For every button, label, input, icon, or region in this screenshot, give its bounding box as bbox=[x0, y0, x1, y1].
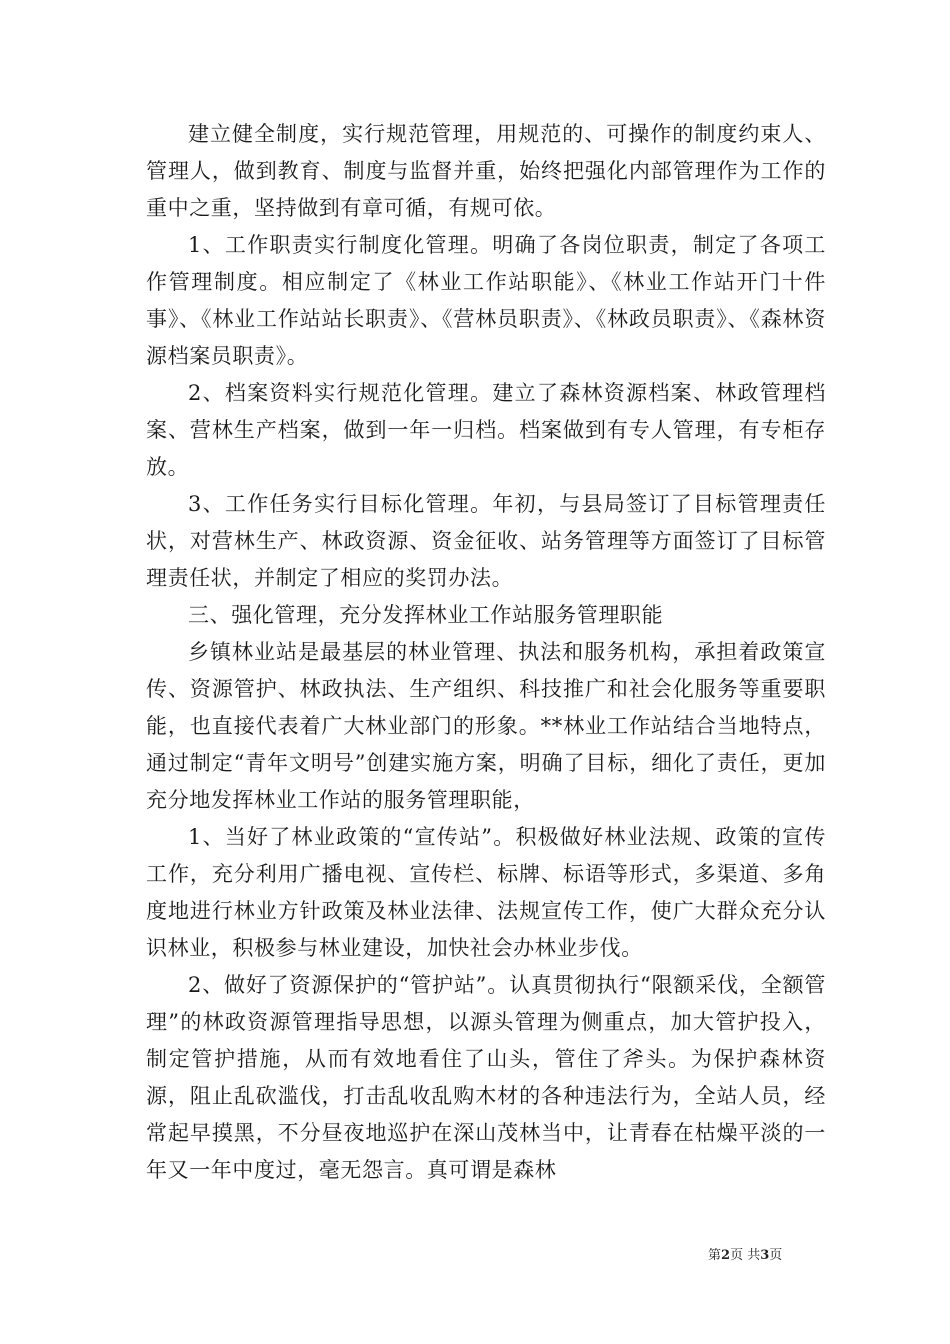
footer-middle: 页 共 bbox=[730, 1248, 761, 1263]
section-heading: 三、强化管理，充分发挥林业工作站服务管理职能 bbox=[188, 603, 664, 627]
paragraph-2: 1、工作职责实行制度化管理。明确了各岗位职责，制定了各项工作管理制度。相应制定了《林业工作站职能》、《林业工作站开门十件事》、《林业工作站站长职责》、《营林员职责》、《林政员职责》、《森林资源档案员职责》。 bbox=[146, 233, 826, 368]
footer-current-page: 2 bbox=[721, 1248, 731, 1263]
paragraph-5: 乡镇林业站是最基层的林业管理、执法和服务机构，承担着政策宣传、资源管护、林政执法、生产组织、科技推广和社会化服务等重要职能，也直接代表着广大林业部门的形象。**林业工作站结合当地特点，通过制定“青年文明号”创建实施方案，明确了目标，细化了责任，更加充分地发挥林业工作站的服务管理职能， bbox=[146, 640, 826, 812]
footer-suffix: 页 bbox=[769, 1248, 783, 1263]
paragraph-3: 2、档案资料实行规范化管理。建立了森林资源档案、林政管理档案、营林生产档案，做到一年一归档。档案做到有专人管理，有专柜存放。 bbox=[146, 381, 826, 479]
page-footer bbox=[708, 1244, 782, 1263]
paragraph-6: 1、当好了林业政策的“宣传站”。积极做好林业法规、政策的宣传工作，充分利用广播电视、宣传栏、标牌、标语等形式，多渠道、多角度地进行林业方针政策及林业法律、法规宣传工作，使广大群众充分认识林业，积极参与林业建设，加快社会办林业步伐。 bbox=[146, 825, 826, 960]
footer-total-pages: 3 bbox=[760, 1248, 770, 1263]
paragraph-4: 3、工作任务实行目标化管理。年初，与县局签订了目标管理责任状，对营林生产、林政资源、资金征收、站务管理等方面签订了目标管理责任状，并制定了相应的奖罚办法。 bbox=[146, 492, 826, 590]
footer-prefix: 第 bbox=[708, 1248, 722, 1263]
document-body bbox=[146, 116, 826, 1189]
paragraph-7: 2、做好了资源保护的“管护站”。认真贯彻执行“限额采伐，全额管理”的林政资源管理指导思想，以源头管理为侧重点，加大管护投入，制定管护措施，从而有效地看住了山头，管住了斧头。为保护森林资源，阻止乱砍滥伐，打击乱收乱购木材的各种违法行为，全站人员，经常起早摸黑，不分昼夜地巡护在深山茂林当中，让青春在枯燥平淡的一年又一年中度过，毫无怨言。真可谓是森林 bbox=[146, 973, 826, 1182]
paragraph-1: 建立健全制度，实行规范管理，用规范的、可操作的制度约束人、管理人，做到教育、制度与监督并重，始终把强化内部管理作为工作的重中之重，坚持做到有章可循，有规可依。 bbox=[146, 122, 826, 220]
